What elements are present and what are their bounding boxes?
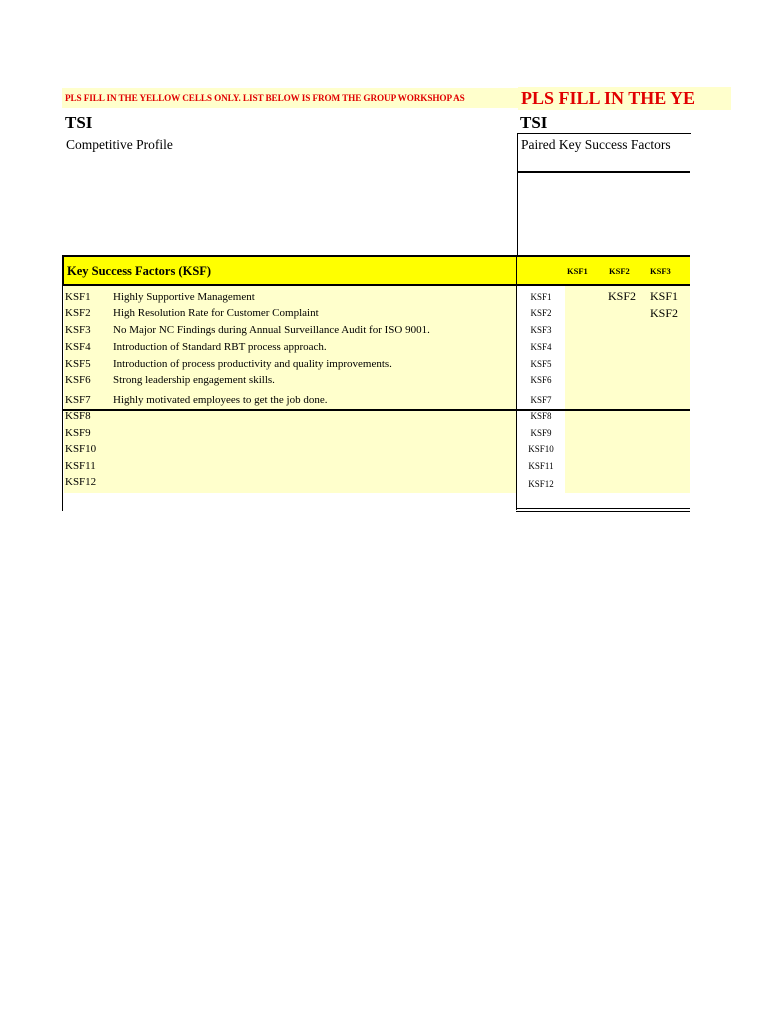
bottom-border-double [516, 511, 690, 512]
matrix-row-label: KSF4 [530, 342, 552, 352]
ksf-code: KSF12 [65, 476, 97, 488]
instruction-banner-left [62, 88, 518, 108]
matrix-row-label: KSF5 [530, 359, 552, 369]
ksf-description[interactable]: Strong leadership engagement skills. [113, 374, 275, 386]
ksf-description[interactable]: Introduction of process productivity and quality improvements. [113, 358, 392, 370]
ksf-description[interactable]: Highly motivated employees to get the job done. [113, 394, 328, 406]
matrix-row-label: KSF8 [530, 411, 552, 421]
right-sheet-title: TSI [520, 113, 548, 132]
instruction-banner-right [518, 87, 731, 110]
ksf-description[interactable]: No Major NC Findings during Annual Surveillance Audit for ISO 9001. [113, 324, 430, 336]
ksf-table-header [62, 255, 516, 286]
paired-ksf-title: Paired Key Success Factors [521, 137, 671, 152]
ksf-row[interactable] [64, 408, 514, 425]
ksf-row[interactable] [64, 322, 514, 339]
ksf-code: KSF3 [65, 324, 91, 336]
ksf-row[interactable] [64, 441, 514, 458]
instruction-text-left: PLS FILL IN THE YELLOW CELLS ONLY. LIST BELOW IS FROM THE GROUP WORKSHOP AS [65, 93, 465, 103]
left-border [62, 286, 63, 511]
ksf-row[interactable] [64, 458, 514, 475]
ksf-description[interactable]: High Resolution Rate for Customer Complaint [113, 307, 319, 319]
ksf-code: KSF10 [65, 443, 97, 455]
ksf-code: KSF1 [65, 291, 91, 303]
matrix-row-label: KSF3 [530, 325, 552, 335]
matrix-row-label: KSF2 [530, 308, 552, 318]
ksf-row[interactable] [64, 289, 514, 306]
ksf-row[interactable] [64, 392, 514, 409]
matrix-row-label: KSF7 [530, 395, 552, 405]
ksf-description[interactable]: Introduction of Standard RBT process approach. [113, 341, 327, 353]
matrix-row-label: KSF12 [528, 479, 554, 489]
ksf-row[interactable] [64, 339, 514, 356]
ksf-code: KSF8 [65, 410, 91, 422]
matrix-cell[interactable]: KSF2 [650, 306, 679, 320]
ksf-code: KSF9 [65, 427, 91, 439]
ksf-row[interactable] [64, 425, 514, 442]
ksf-code: KSF11 [65, 460, 96, 472]
ksf-row[interactable] [64, 372, 514, 389]
ksf-description[interactable]: Highly Supportive Management [113, 291, 255, 303]
matrix-col-header: KSF3 [650, 266, 671, 276]
ksf-header-label: Key Success Factors (KSF) [67, 264, 212, 278]
matrix-row-label: KSF6 [530, 375, 552, 385]
paired-matrix-header [516, 255, 690, 286]
ksf-code: KSF2 [65, 307, 91, 319]
left-sheet-title: TSI [65, 113, 93, 132]
paired-box-divider [517, 171, 690, 173]
matrix-cell[interactable]: KSF2 [608, 289, 637, 303]
ksf-code: KSF6 [65, 374, 91, 386]
matrix-row-label: KSF1 [530, 292, 552, 302]
matrix-cell[interactable]: KSF1 [650, 289, 679, 303]
matrix-col-header: KSF1 [567, 266, 588, 276]
ksf-row[interactable] [64, 305, 514, 322]
matrix-col-header: KSF2 [609, 266, 630, 276]
matrix-row-label: KSF11 [528, 461, 554, 471]
ksf-code: KSF5 [65, 358, 91, 370]
ksf-row[interactable] [64, 474, 514, 491]
ksf-code: KSF7 [65, 394, 91, 406]
instruction-text-right: PLS FILL IN THE YE [521, 88, 696, 108]
ksf-code: KSF4 [65, 341, 91, 353]
competitive-profile-label: Competitive Profile [66, 137, 173, 152]
matrix-row-label: KSF10 [528, 444, 554, 454]
bottom-border [516, 508, 690, 509]
matrix-row-label: KSF9 [530, 428, 552, 438]
ksf-row[interactable] [64, 356, 514, 373]
